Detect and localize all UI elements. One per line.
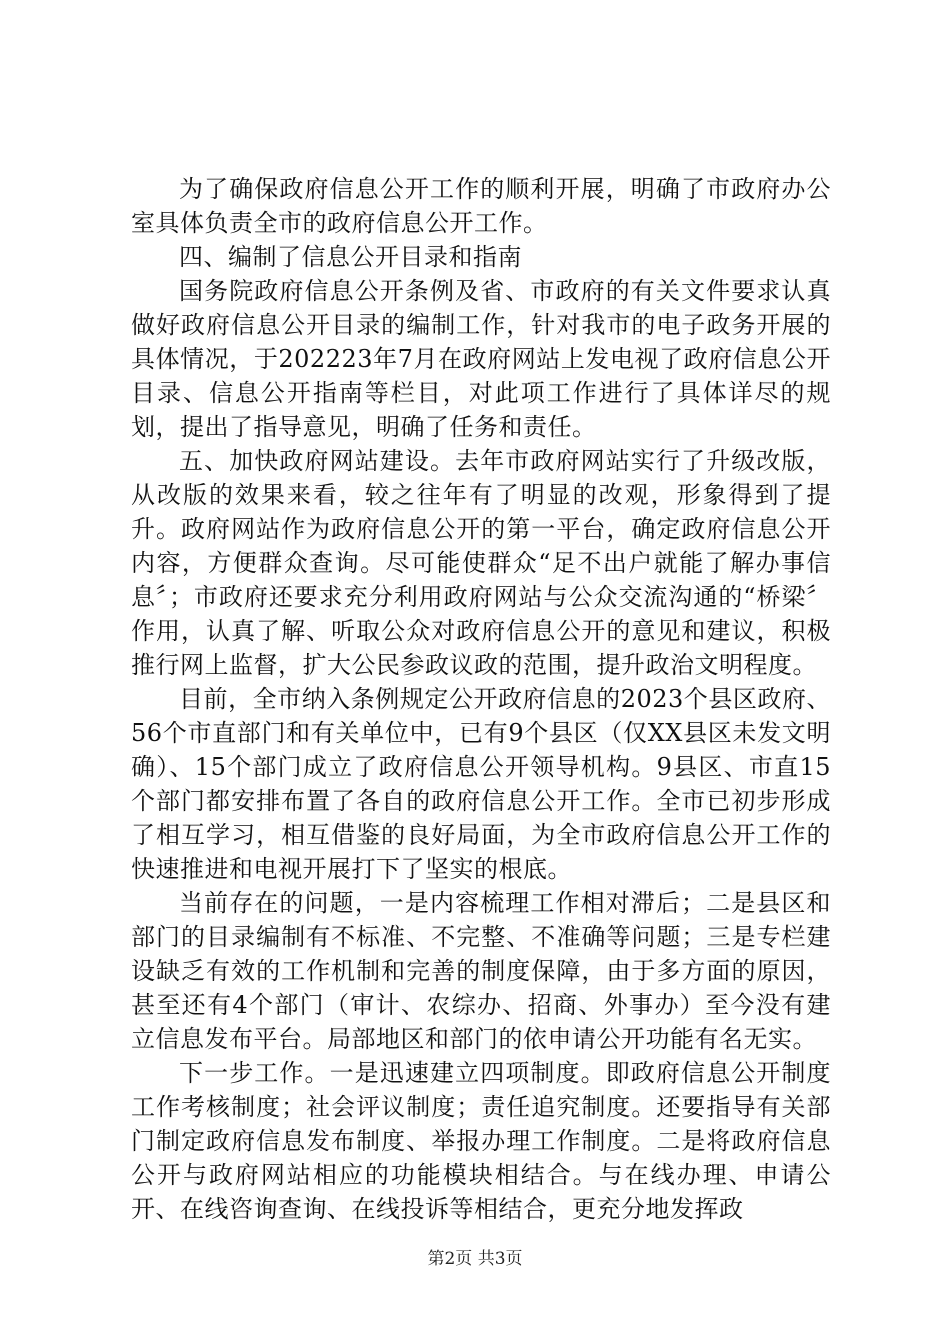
paragraph: 目前，全市纳入条例规定公开政府信息的2023个县区政府、56个市直部门和有关单位中，已有9个县区（仅XX县区未发文明确）、15个部门成立了政府信息公开领导机构。9县区、市直15个部门都安排布置了各自的政府信息公开工作。全市已初步形成了相互学习，相互借鉴的良好局面，为全市政府信息公开工作的快速推进和电视开展打下了坚实的根底。 bbox=[131, 685, 831, 883]
paragraph: 下一步工作。一是迅速建立四项制度。即政府信息公开制度工作考核制度；社会评议制度；责任追究制度。还要指导有关部门制定政府信息发布制度、举报办理工作制度。二是将政府信息公开与政府网站相应的功能模块相结合。与在线办理、申请公开、在线咨询查询、在线投诉等相结合，更充分地发挥政 bbox=[131, 1059, 831, 1223]
page-number-footer: 第2页 共3页 bbox=[427, 1249, 523, 1269]
paragraph: 当前存在的问题，一是内容梳理工作相对滞后；二是县区和部门的目录编制有不标准、不完整、不准确等问题；三是专栏建设缺乏有效的工作机制和完善的制度保障，由于多方面的原因，甚至还有4个部门（审计、农综办、招商、外事办）至今没有建立信息发布平台。局部地区和部门的依申请公开功能有名无实。 bbox=[131, 889, 831, 1053]
paragraph: 为了确保政府信息公开工作的顺利开展，明确了市政府办公室具体负责全市的政府信息公开工作。 bbox=[131, 175, 831, 237]
section-heading: 四、编制了信息公开目录和指南 bbox=[179, 243, 522, 271]
document-body bbox=[131, 172, 831, 1226]
paragraph: 国务院政府信息公开条例及省、市政府的有关文件要求认真做好政府信息公开目录的编制工作，针对我市的电子政务开展的具体情况，于202223年7月在政府网站上发电视了政府信息公开目录、信息公开指南等栏目，对此项工作进行了具体详尽的规划，提出了指导意见，明确了任务和责任。 bbox=[131, 277, 831, 441]
paragraph: 五、加快政府网站建设。去年市政府网站实行了升级改版，从改版的效果来看，较之往年有了明显的改观，形象得到了提升。政府网站作为政府信息公开的第一平台，确定政府信息公开内容，方便群众查询。尽可能使群众“足不出户就能了解办事信息〞；市政府还要求充分利用政府网站与公众交流沟通的“桥梁〞作用，认真了解、听取公众对政府信息公开的意见和建议，积极推行网上监督，扩大公民参政议政的范围，提升政治文明程度。 bbox=[131, 447, 831, 679]
